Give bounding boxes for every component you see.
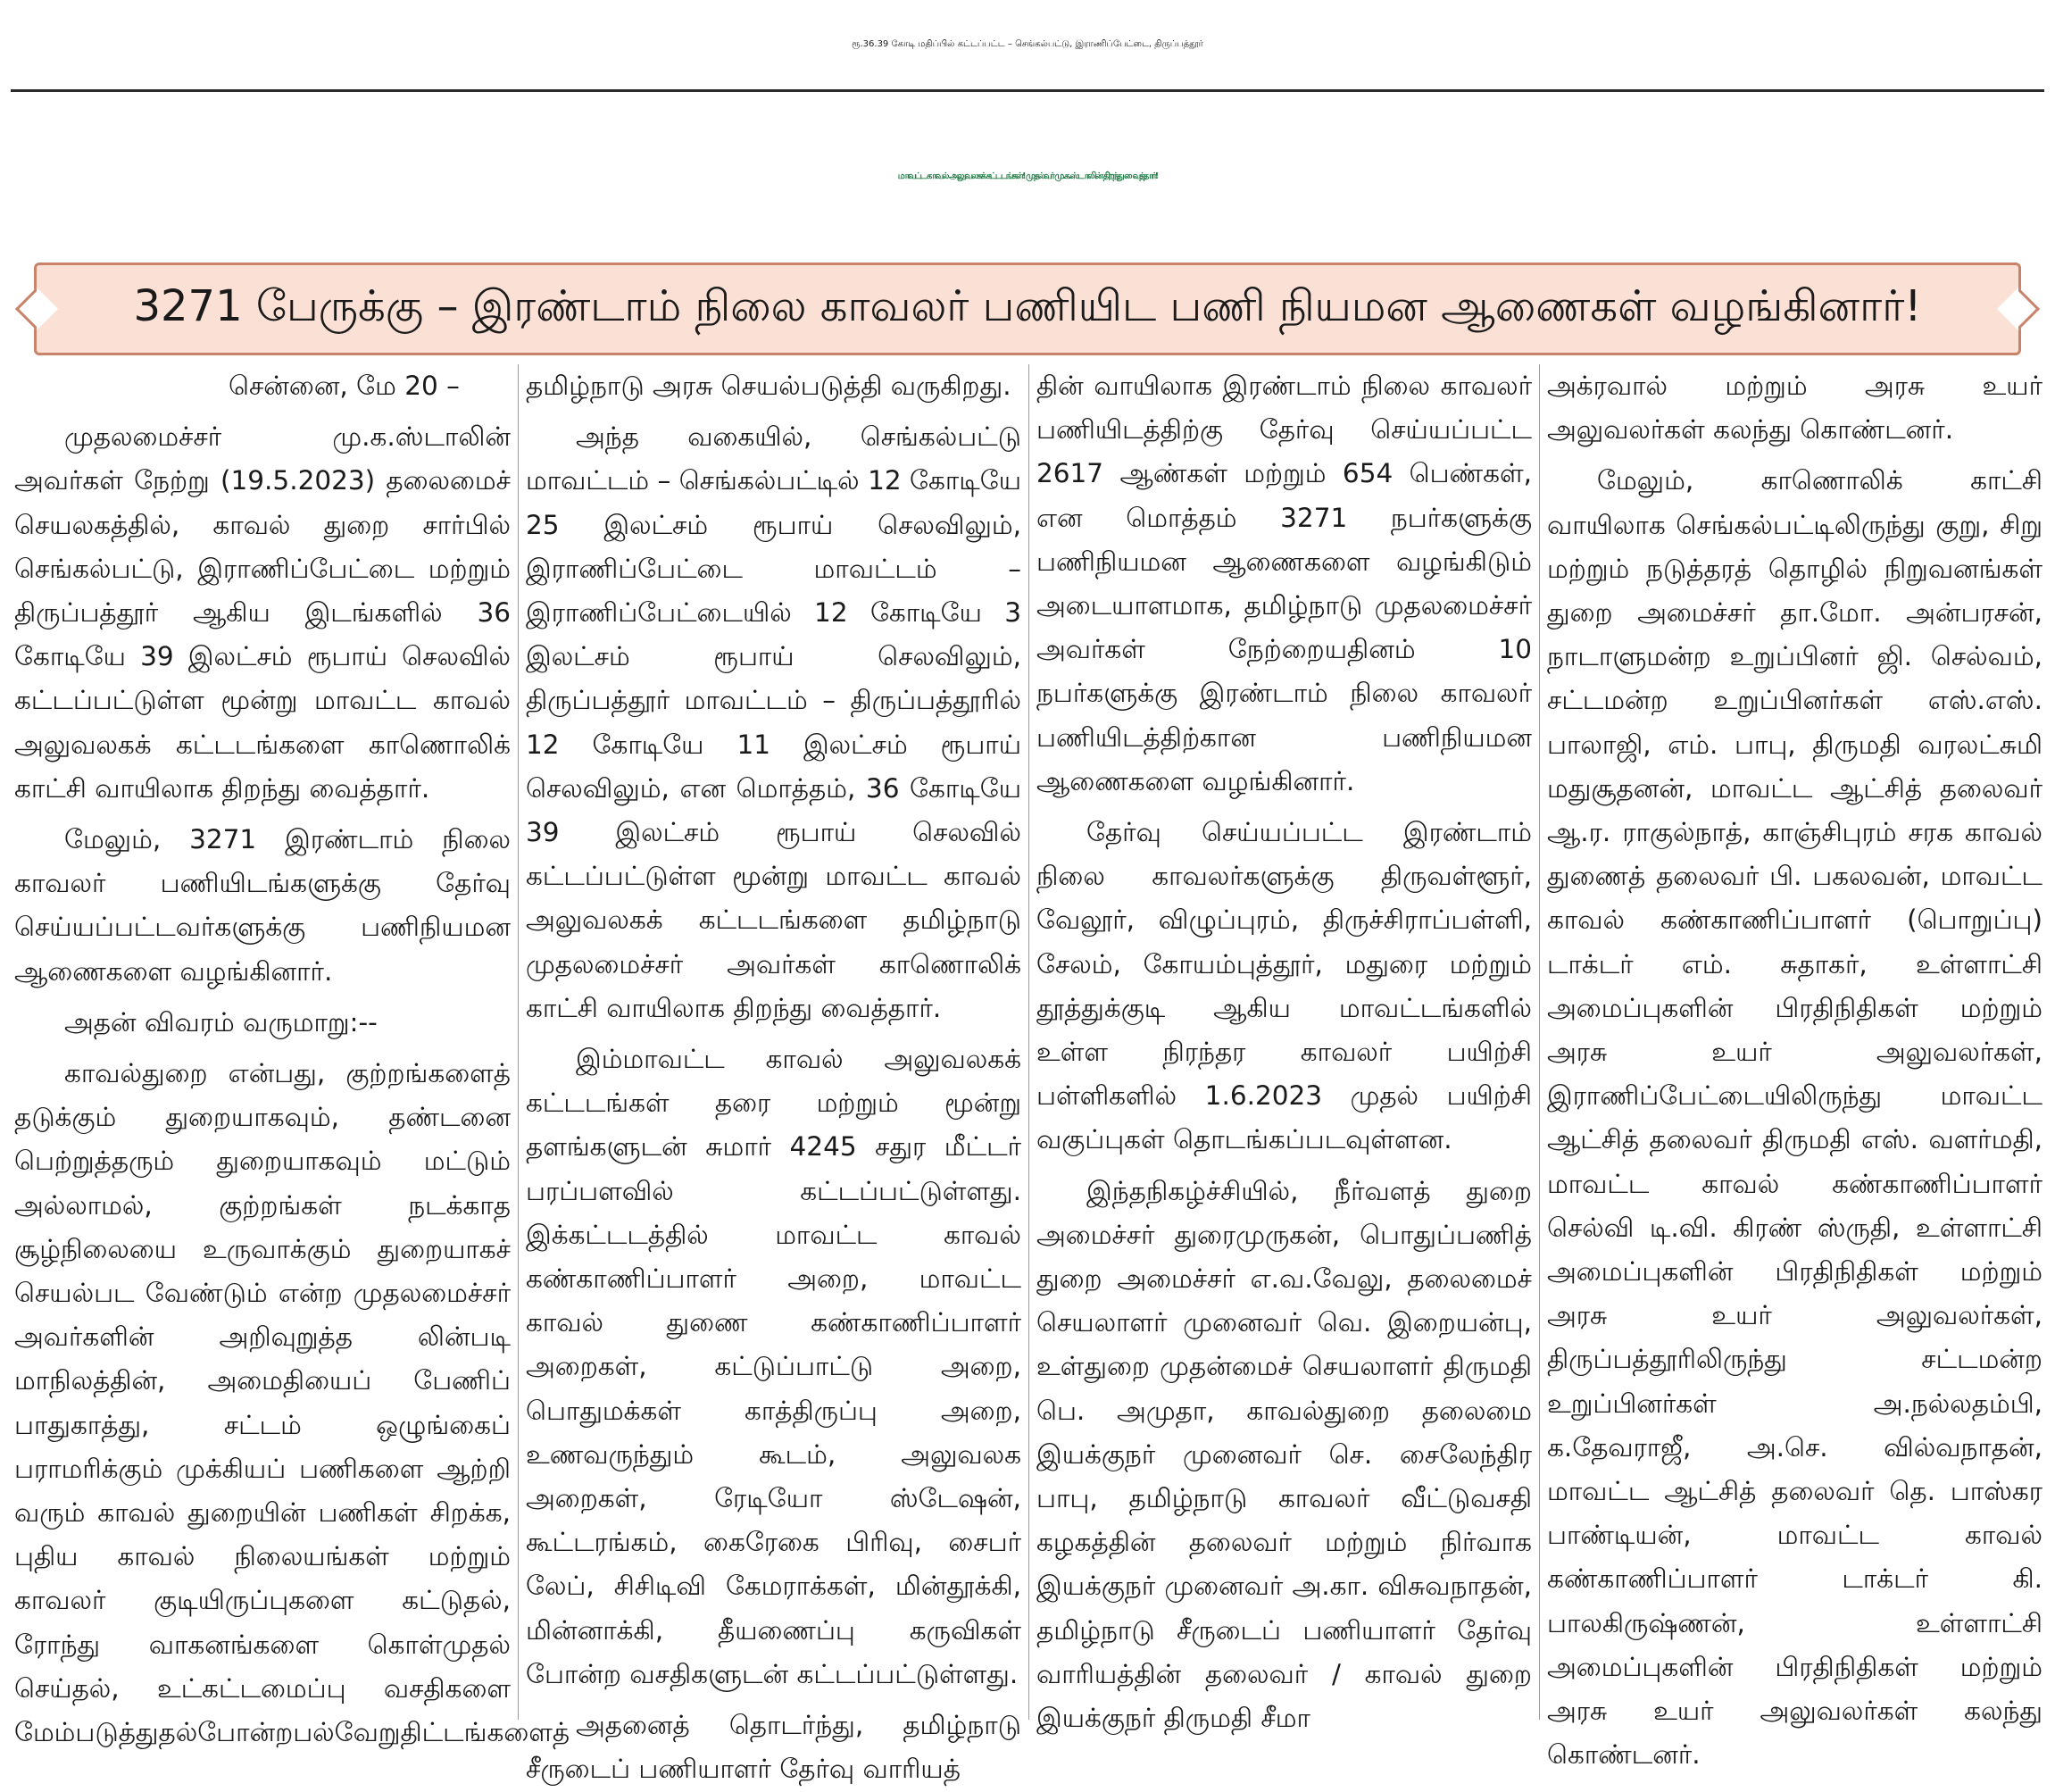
- article-column-3: [1028, 364, 1539, 1734]
- article-column-4: [1539, 364, 2050, 1771]
- paragraph: தமிழ்நாடு அரசு செயல்படுத்தி வருகிறது.: [526, 371, 1011, 401]
- paragraph: காவல்துறை என்பது, குற்றங்களைத் தடுக்கும் துறையாகவும், தண்டனை பெற்றுத்தரும் துறையாகவும் மட்டும் அல்லாமல், குற்றங்கள் நடக்காத சூழ்நிலையை உருவாக்கும் துறையாகச் செயல்பட வேண்டும் என்ற முதலமைச்சர் அவர்களின் அறிவுறுத்த லின்படி மாநிலத்தின், அமைதியைப் பேணிப் பாதுகாத்து, சட்டம் ஒழுங்கைப் பராமரிக்கும் முக்கியப் பணிகளை ஆற்றி வரும் காவல் துறையின் பணிகள் சிறக்க, புதிய காவல் நிலையங்கள் மற்றும் காவலர் குடியிருப்புகளை கட்டுதல், ரோந்து வாகனங்களை கொள்முதல் செய்தல், உட்கட்டமைப்பு வசதிகளை மேம்படுத்துதல்போன்றபல்வேறுதிட்டங்களைத்: [14, 1058, 570, 1748]
- kicker-rule: [11, 89, 2044, 92]
- paragraph: தேர்வு செய்யப்பட்ட இரண்டாம் நிலை காவலர்களுக்கு திருவள்ளூர், வேலூர், விழுப்புரம், திருச்சிராப்பள்ளி, சேலம், கோயம்புத்தூர், மதுரை மற்றும் தூத்துக்குடி ஆகிய மாவட்டங்களில் உள்ள நிரந்தர காவலர் பயிற்சி பள்ளிகளில் 1.6.2023 முதல் பயிற்சி வகுப்புகள் தொடங்கப்படவுள்ளன.: [1036, 817, 1532, 1155]
- subheadline-banner: [34, 263, 2021, 355]
- main-headline: மாவட்ட காவல் அலுவலகக் கட்டடங்கள்! முதல்வர் மு.க.ஸ்டாலின் திறந்து வைத்தார்!: [897, 171, 1158, 181]
- paragraph: இம்மாவட்ட காவல் அலுவலகக் கட்டடங்கள் தரை மற்றும் மூன்று தளங்களுடன் சுமார் 4245 சதுர மீட்டர் பரப்பளவில் கட்டப்பட்டுள்ளது. இக்கட்டடத்தில் மாவட்ட காவல் கண்காணிப்பாளர் அறை, மாவட்ட காவல் துணை கண்காணிப்பாளர் அறைகள், கட்டுப்பாட்டு அறை, பொதுமக்கள் காத்திருப்பு அறை, உணவருந்தும் கூடம், அலுவலக அறைகள், ரேடியோ ஸ்டேஷன், கூட்டரங்கம், கைரேகை பிரிவு, சைபர் லேப், சிசிடிவி கேமராக்கள், மின்தூக்கி, மின்னாக்கி, தீயணைப்பு கருவிகள் போன்ற வசதிகளுடன் கட்டப்பட்டுள்ளது.: [526, 1044, 1021, 1689]
- paragraph: இந்தநிகழ்ச்சியில், நீர்வளத் துறை அமைச்சர் துரைமுருகன், பொதுப்பணித் துறை அமைச்சர் எ.வ.வேலு, தலைமைச் செயலாளர் முனைவர் வெ. இறையன்பு, உள்துறை முதன்மைச் செயலாளர் திருமதி பெ. அமுதா, காவல்துறை தலைமை இயக்குநர் முனைவர் செ. சைலேந்திர பாபு, தமிழ்நாடு காவலர் வீட்டுவசதி கழகத்தின் தலைவர் மற்றும் நிர்வாக இயக்குநர் முனைவர் அ.கா. விசுவநாதன், தமிழ்நாடு சீருடைப் பணியாளர் தேர்வு வாரியத்தின் தலைவர் / காவல் துறை இயக்குநர் திருமதி சீமா: [1036, 1175, 1532, 1734]
- paragraph: அதனைத் தொடர்ந்து, தமிழ்நாடு சீருடைப் பணியாளர் தேர்வு வாரியத்: [526, 1710, 1021, 1785]
- article-column-2: [518, 364, 1028, 1785]
- subheadline: 3271 பேருக்கு – இரண்டாம் நிலை காவலர் பணியிட பணி நியமன ஆணைகள் வழங்கினார்!: [133, 281, 1922, 331]
- paragraph: தின் வாயிலாக இரண்டாம் நிலை காவலர் பணியிடத்திற்கு தேர்வு செய்யப்பட்ட 2617 ஆண்கள் மற்றும் 654 பெண்கள், என மொத்தம் 3271 நபர்களுக்கு பணிநியமன ஆணைகளை வழங்கிடும் அடையாளமாக, தமிழ்நாடு முதலமைச்சர் அவர்கள் நேற்றையதினம் 10 நபர்களுக்கு இரண்டாம் நிலை காவலர் பணியிடத்திற்கான பணிநியமன ஆணைகளை வழங்கினார்.: [1036, 371, 1532, 796]
- paragraph: முதலமைச்சர் மு.க.ஸ்டாலின் அவர்கள் நேற்று (19.5.2023) தலைமைச் செயலகத்தில், காவல் துறை சார்பில் செங்கல்பட்டு, இராணிப்பேட்டை மற்றும் திருப்பத்தூர் ஆகிய இடங்களில் 36 கோடியே 39 இலட்சம் ரூபாய் செலவில் கட்டப்பட்டுள்ள மூன்று மாவட்ட காவல் அலுவலகக் கட்டடங்களை காணொலிக் காட்சி வாயிலாக திறந்து வைத்தார்.: [14, 421, 511, 804]
- article-body: [7, 364, 2051, 1785]
- paragraph: அக்ரவால் மற்றும் அரசு உயர் அலுவலர்கள் கலந்து கொண்டனர்.: [1547, 371, 2043, 446]
- paragraph: அந்த வகையில், செங்கல்பட்டு மாவட்டம் – செங்கல்பட்டில் 12 கோடியே 25 இலட்சம் ரூபாய் செலவிலும், இராணிப்பேட்டை மாவட்டம் – இராணிப்பேட்டையில் 12 கோடியே 3 இலட்சம் ரூபாய் செலவிலும், திருப்பத்தூர் மாவட்டம் – திருப்பத்தூரில் 12 கோடியே 11 இலட்சம் ரூபாய் செலவிலும், என மொத்தம், 36 கோடியே 39 இலட்சம் ரூபாய் செலவில் கட்டப்பட்டுள்ள மூன்று மாவட்ட காவல் அலுவலகக் கட்டடங்களை தமிழ்நாடு முதலமைச்சர் அவர்கள் காணொலிக் காட்சி வாயிலாக திறந்து வைத்தார்.: [526, 421, 1021, 1023]
- paragraph: மேலும், 3271 இரண்டாம் நிலை காவலர் பணியிடங்களுக்கு தேர்வு செய்யப்பட்டவர்களுக்கு பணிநியமன ஆணைகளை வழங்கினார்.: [14, 824, 511, 987]
- dateline: சென்னை, மே 20 –: [229, 371, 460, 401]
- article-column-1: [7, 364, 570, 1748]
- kicker-headline: ரூ.36.39 கோடி மதிப்பில் கட்டப்பட்ட – செங்கல்பட்டு, இராணிப்பேட்டை, திருப்பத்தூர்: [852, 39, 1203, 49]
- paragraph: மேலும், காணொலிக் காட்சி வாயிலாக செங்கல்பட்டிலிருந்து குறு, சிறு மற்றும் நடுத்தரத் தொழில் நிறுவனங்கள் துறை அமைச்சர் தா.மோ. அன்பரசன், நாடாளுமன்ற உறுப்பினர் ஜி. செல்வம், சட்டமன்ற உறுப்பினர்கள் எஸ்.எஸ். பாலாஜி, எம். பாபு, திருமதி வரலட்சுமி மதுசூதனன், மாவட்ட ஆட்சித் தலைவர் ஆ.ர. ராகுல்நாத், காஞ்சிபுரம் சரக காவல் துணைத் தலைவர் பி. பகலவன், மாவட்ட காவல் கண்காணிப்பாளர் (பொறுப்பு) டாக்டர் எம். சுதாகர், உள்ளாட்சி அமைப்புகளின் பிரதிநிதிகள் மற்றும் அரசு உயர் அலுவலர்கள், இராணிப்பேட்டையிலிருந்து மாவட்ட ஆட்சித் தலைவர் திருமதி எஸ். வளர்மதி, மாவட்ட காவல் கண்காணிப்பாளர் செல்வி டி.வி. கிரண் ஸ்ருதி, உள்ளாட்சி அமைப்புகளின் பிரதிநிதிகள் மற்றும் அரசு உயர் அலுவலர்கள், திருப்பத்தூரிலிருந்து சட்டமன்ற உறுப்பினர்கள் அ.நல்லதம்பி, க.தேவராஜீ, அ.செ. வில்வநாதன், மாவட்ட ஆட்சித் தலைவர் தெ. பாஸ்கர பாண்டியன், மாவட்ட காவல் கண்காணிப்பாளர் டாக்டர் கி. பாலகிருஷ்ணன், உள்ளாட்சி அமைப்புகளின் பிரதிநிதிகள் மற்றும் அரசு உயர் அலுவலர்கள் கலந்து கொண்டனர்.: [1547, 465, 2043, 1771]
- paragraph: அதன் விவரம் வருமாறு:--: [64, 1006, 378, 1038]
